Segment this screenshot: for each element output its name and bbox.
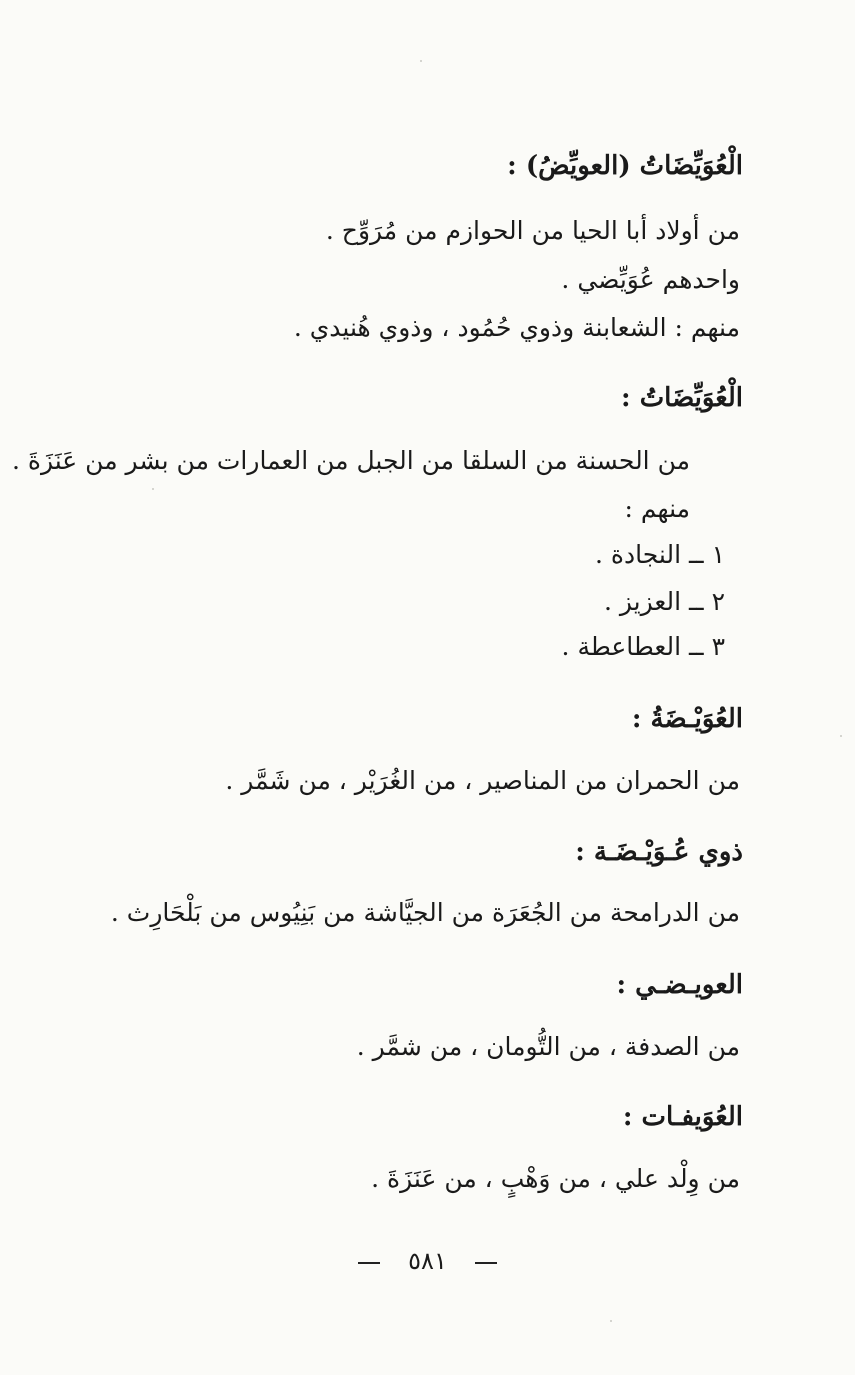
list-item: ٣ ــ العطاعطة . <box>561 632 725 661</box>
entry-heading: العويـضـي : <box>616 970 743 1000</box>
page-number <box>0 1244 855 1278</box>
dash-ornament <box>475 1262 497 1264</box>
paper-speck <box>420 60 422 62</box>
list-item: ١ ــ النجادة . <box>595 540 725 569</box>
entry-heading: العُوَيفـات : <box>622 1102 743 1132</box>
list-item: ٢ ــ العزيز . <box>603 587 725 616</box>
entry-text-line: من الحسنة من السلقا من الجبل من العمارات من بشر من عَنَزَةَ . <box>11 446 690 475</box>
entry-heading: الْعُوَيِّضَاتُ : <box>621 383 743 413</box>
page-number-text: ٥٨١ <box>408 1247 447 1275</box>
entry-text-line: من الحمران من المناصير ، من الغُرَيْر ، من شَمَّر . <box>225 766 740 795</box>
entry-text-line: من وِلْد علي ، من وَهْبٍ ، من عَنَزَةَ . <box>371 1164 740 1193</box>
entry-heading: الْعُوَيِّضَاتُ (العويِّضُ) : <box>507 151 743 181</box>
paper-speck <box>610 1320 612 1322</box>
dash-ornament <box>358 1262 380 1264</box>
paper-speck <box>840 735 842 737</box>
entry-text-line: من الدرامحة من الجُعَرَة من الجيَّاشة من بَنِيُوس من بَلْحَارِث . <box>110 898 740 927</box>
entry-text-line: من الصدفة ، من التُّومان ، من شمَّر . <box>356 1032 740 1061</box>
entry-text-line: منهم : الشعابنة وذوي حُمُود ، وذوي هُنيدي . <box>293 313 740 342</box>
entry-text-line: واحدهم عُوَيِّضي . <box>561 265 740 294</box>
entry-text-line: من أولاد أبا الحيا من الحوازم من مُرَوِّح . <box>325 216 740 245</box>
entry-heading: ذوي عُـوَيْـضَـة : <box>575 837 743 867</box>
paper-speck <box>152 488 154 490</box>
entry-text-line: منهم : <box>624 494 690 523</box>
entry-heading: العُوَيْـضَةُ : <box>631 704 743 734</box>
